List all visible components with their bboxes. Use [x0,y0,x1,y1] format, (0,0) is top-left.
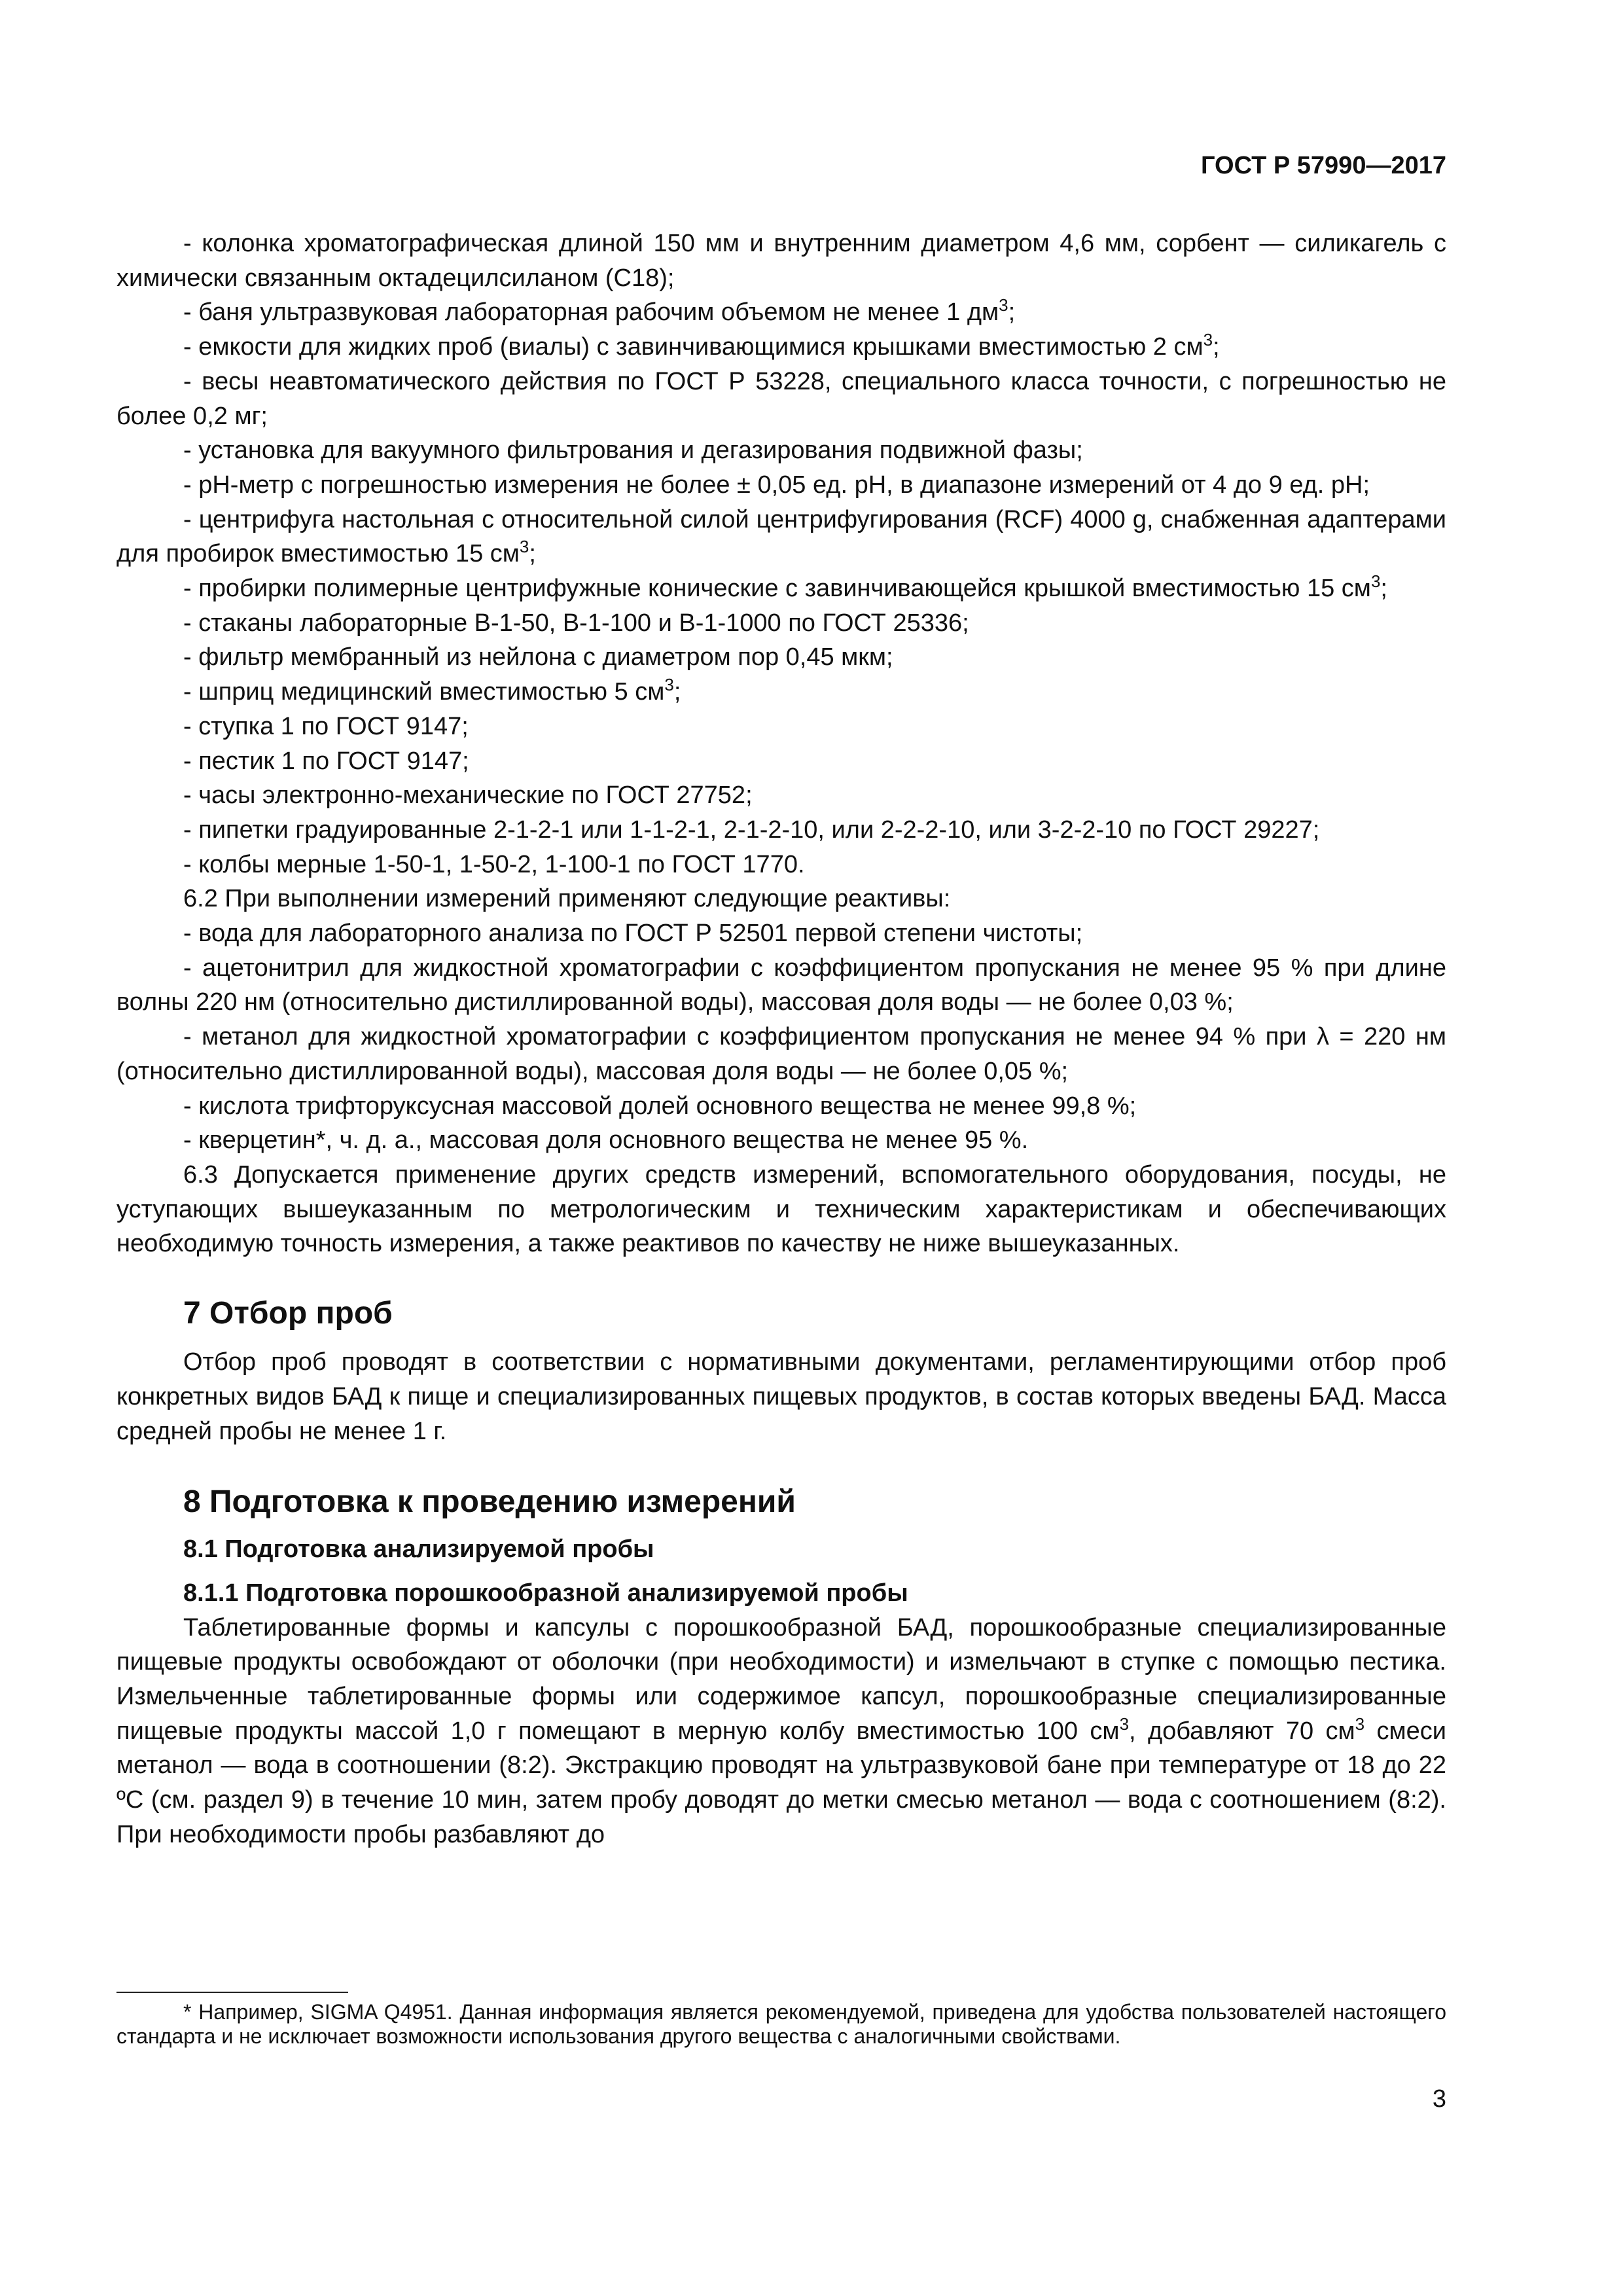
equipment-item: - часы электронно-механические по ГОСТ 27752; [183,781,753,810]
main-content [116,226,1446,1852]
doc-code-header: ГОСТ Р 57990—2017 [1201,152,1446,179]
footnote-divider [116,1992,348,1993]
section-6-3-text: 6.3 Допускается применение других средств измерений, вспомогательного оборудования, посуды, не уступающих вышеуказанным по метрологическим и техническим характеристикам и обеспечивающих необходимую точность измерения, а также реактивов по качеству не ниже вышеуказанных. [116,1160,1446,1258]
footnote-text: * Например, SIGMA Q4951. Данная информация является рекомендуемой, приведена для удобства пользователей настоящего стандарта и не исключает возможности использования другого вещества с аналогичными свойствами. [116,2000,1446,2048]
equipment-item: - установка для вакуумного фильтрования и дегазирования подвижной фазы; [183,437,1083,465]
section-6-2-intro: 6.2 При выполнении измерений применяют следующие реактивы: [183,885,951,913]
equipment-item: - колбы мерные 1-50-1, 1-50-2, 1-100-1 по ГОСТ 1770. [183,850,805,878]
equipment-item: - пипетки градуированные 2-1-2-1 или 1-1-2-1, 2-1-2-10, или 2-2-2-10, или 3-2-2-10 по ГОСТ 29227; [183,816,1320,844]
section-7-text: Отбор проб проводят в соответствии с нормативными документами, регламентирующими отбор проб конкретных видов БАД к пище и специализированных пищевых продуктов, в состав которых введены БАД. Масса средней пробы не менее 1 г. [116,1348,1446,1445]
section-8-1-1-text: Таблетированные формы и капсулы с порошкообразной БАД, порошкообразные специализированные пищевые продукты освобождают от оболочки (при необходимости) и измельчают в ступке с помощью пестика. Измельченные таблетированные формы или содержимое капсул, порошкообразные специализированные пищевые продукты массой 1,0 г помещают в мерную колбу вместимостью 100 $см^3$, добавляют 70 $см^3$ смеси метанол — вода в соотношении (8:2). Экстракцию проводят на ультразвуковой бане при температуре от 18 до 22 ºС (см. раздел 9) в течение 10 мин, затем пробу доводят до метки смесью метанол — вода с соотношением (8:2). При необходимости пробы разбавляют до [116,1613,1447,1848]
equipment-item: - баня ультразвуковая лабораторная рабочим объемом не менее 1 $дм^3$; [183,295,1016,327]
section-8-title: 8 Подготовка к проведению измерений [183,1484,796,1520]
reagent-item: - вода для лабораторного анализа по ГОСТ Р 52501 первой степени чистоты; [183,920,1083,948]
reagent-item: - ацетонитрил для жидкостной хроматографии с коэффициентом пропускания не менее 95 % при длине волны 220 нм (относительно дистиллированной воды), массовая доля воды — не более 0,03 %; [116,954,1446,1016]
equipment-item: - весы неавтоматического действия по ГОСТ Р 53228, специального класса точности, с погрешностью не более 0,2 мг; [116,367,1446,430]
equipment-item: - шприц медицинский вместимостью 5 $см^3$; [183,675,681,706]
reagent-item: - кверцетин*, ч. д. а., массовая доля основного вещества не менее 95 %. [183,1126,1029,1155]
reagent-item: - кислота трифторуксусная массовой долей основного вещества не менее 99,8 %; [183,1092,1137,1120]
equipment-item: - емкости для жидких проб (виалы) с завинчивающимися крышками вместимостью 2 $см^3$; [183,330,1220,361]
section-7-title: 7 Отбор проб [183,1296,393,1331]
equipment-item: - пестик 1 по ГОСТ 9147; [183,747,469,775]
equipment-item: - пробирки полимерные центрифужные конические с завинчивающейся крышкой вместимостью 15 $см^3$; [183,571,1387,603]
footnote [116,2000,1446,2049]
section-8-1-title: 8.1 Подготовка анализируемой пробы [183,1535,654,1564]
reagent-item: - метанол для жидкостной хроматографии с коэффициентом пропускания не менее 94 % при λ = 220 нм (относительно дистиллированной воды), массовая доля воды — не более 0,05 %; [116,1023,1446,1085]
page-number: 3 [1432,2085,1446,2113]
equipment-item: - центрифуга настольная с относительной силой центрифугирования (RCF) 4000 g, снабженная адаптерами для пробирок вместимостью 15 $см^3$; [116,505,1446,568]
equipment-item: - ступка 1 по ГОСТ 9147; [183,712,469,740]
equipment-item: - стаканы лабораторные В-1-50, В-1-100 и В-1-1000 по ГОСТ 25336; [183,609,969,637]
equipment-item: - фильтр мембранный из нейлона с диаметром пор 0,45 мкм; [183,643,893,672]
section-8-1-1-title: 8.1.1 Подготовка порошкообразной анализируемой пробы [183,1579,908,1607]
equipment-item: - pH-метр с погрешностью измерения не более ± 0,05 ед. pH, в диапазоне измерений от 4 до 9 ед. pH; [183,471,1370,499]
equipment-item: - колонка хроматографическая длиной 150 мм и внутренним диаметром 4,6 мм, сорбент — силикагель с химически связанным октадецилсиланом (С18); [116,230,1446,292]
